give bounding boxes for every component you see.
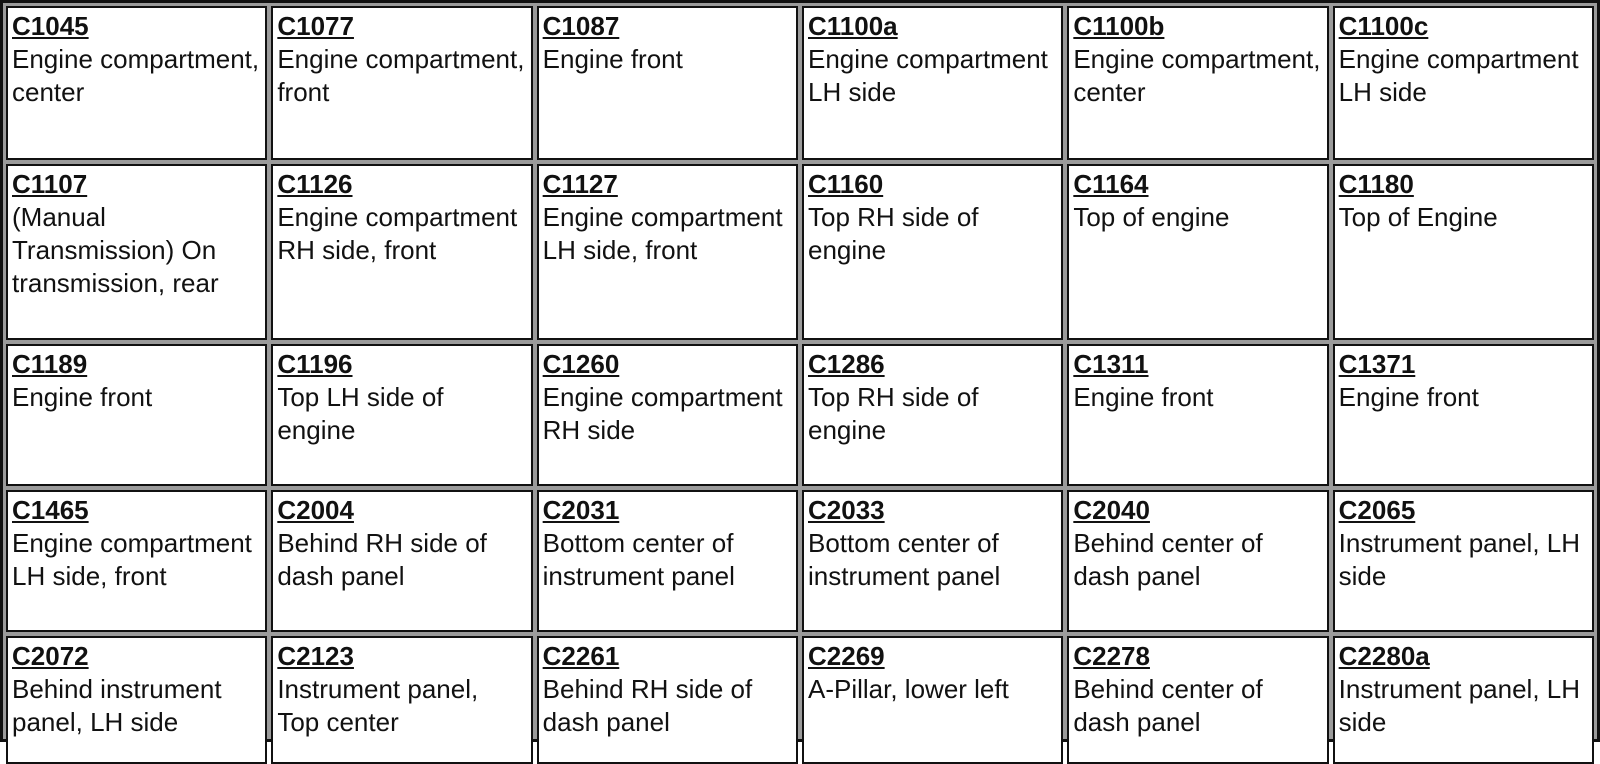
connector-location: Bottom center of instrument panel [808,528,1001,591]
connector-location: A-Pillar, lower left [808,674,1009,704]
connector-location: Instrument panel, Top center [277,674,479,737]
connector-code[interactable]: C2280a [1338,641,1430,671]
connector-code[interactable]: C1196 [277,349,353,379]
connector-code[interactable]: C1100b [1073,11,1165,41]
connector-code[interactable]: C1286 [808,349,885,379]
connector-code[interactable]: C2031 [542,495,620,525]
connector-code[interactable]: C2033 [808,495,885,525]
connector-location: Behind RH side of dash panel [277,528,487,591]
connector-location: Instrument panel, LH side [1338,674,1581,737]
connector-code[interactable]: C1180 [1338,169,1414,199]
connector-location: Engine compartment, center [12,44,260,107]
connector-code[interactable]: C2065 [1338,495,1416,525]
connector-location: Instrument panel, LH side [1338,528,1581,591]
connector-code[interactable]: C2072 [12,641,89,671]
connector-code[interactable]: C1164 [1073,169,1149,199]
connector-location: Engine compartment LH side, front [542,202,783,265]
connector-code[interactable]: C2278 [1073,641,1150,671]
table-cell [802,6,1063,160]
connector-code[interactable]: C1260 [542,349,620,379]
connector-location: Engine front [12,382,153,412]
table-cell [537,164,798,340]
table-cell [6,344,267,486]
connector-code[interactable]: C1160 [808,169,884,199]
table-cell [1067,344,1328,486]
table-cell [1333,490,1594,632]
connector-location: Engine compartment, center [1073,44,1321,107]
connector-location: Engine front [542,44,683,74]
connector-code[interactable]: C1100c [1338,11,1429,41]
table-cell [537,344,798,486]
connector-location: Top RH side of engine [808,382,979,445]
table-cell [537,636,798,764]
connector-code[interactable]: C1045 [12,11,89,41]
connector-location: Engine compartment RH side [542,382,783,445]
table-cell [802,490,1063,632]
table-cell [6,6,267,160]
connector-location: Behind center of dash panel [1073,528,1263,591]
connector-code[interactable]: C1107 [12,169,88,199]
connector-location: Behind RH side of dash panel [542,674,753,737]
connector-location: Engine compartment LH side, front [12,528,252,591]
table-cell [1333,164,1594,340]
table-cell [1067,164,1328,340]
table-cell [1067,490,1328,632]
table-cell [1333,344,1594,486]
table-cell [537,6,798,160]
connector-code[interactable]: C1100a [808,11,898,41]
table-cell [802,636,1063,764]
connector-location: Top RH side of engine [808,202,979,265]
table-cell [802,344,1063,486]
connector-location: Engine compartment LH side [1338,44,1579,107]
connector-code[interactable]: C1311 [1073,349,1149,379]
connector-location: Behind instrument panel, LH side [12,674,222,737]
connector-code[interactable]: C1371 [1338,349,1416,379]
table-cell [271,6,532,160]
table-cell [271,490,532,632]
connector-code[interactable]: C1077 [277,11,354,41]
table-cell [537,490,798,632]
connector-location: (Manual Transmission) On transmission, rear [12,202,219,298]
connector-code[interactable]: C1127 [542,169,618,199]
table-cell [271,164,532,340]
connector-code[interactable]: C2040 [1073,495,1150,525]
connector-code[interactable]: C2004 [277,495,354,525]
table-cell [802,164,1063,340]
connector-code[interactable]: C2123 [277,641,354,671]
connector-code[interactable]: C1189 [12,349,88,379]
table-cell [6,636,267,764]
table-cell [271,636,532,764]
connector-location: Engine compartment, front [277,44,525,107]
connector-location: Engine front [1073,382,1214,412]
table-cell [1333,6,1594,160]
connector-code[interactable]: C2269 [808,641,885,671]
connector-location: Bottom center of instrument panel [542,528,735,591]
connector-location: Engine front [1338,382,1479,412]
connector-code[interactable]: C2261 [542,641,620,671]
connector-location: Engine compartment LH side [808,44,1048,107]
table-cell [6,490,267,632]
connector-code[interactable]: C1465 [12,495,89,525]
connector-location: Top LH side of engine [277,382,444,445]
table-cell [1067,636,1328,764]
connector-code[interactable]: C1126 [277,169,353,199]
table-cell [271,344,532,486]
table-cell [1067,6,1328,160]
table-cell [1333,636,1594,764]
connector-location: Top of Engine [1338,202,1498,232]
connector-code[interactable]: C1087 [542,11,620,41]
connector-location: Top of engine [1073,202,1230,232]
connector-location: Behind center of dash panel [1073,674,1263,737]
connector-location: Engine compartment RH side, front [277,202,518,265]
table-cell [6,164,267,340]
